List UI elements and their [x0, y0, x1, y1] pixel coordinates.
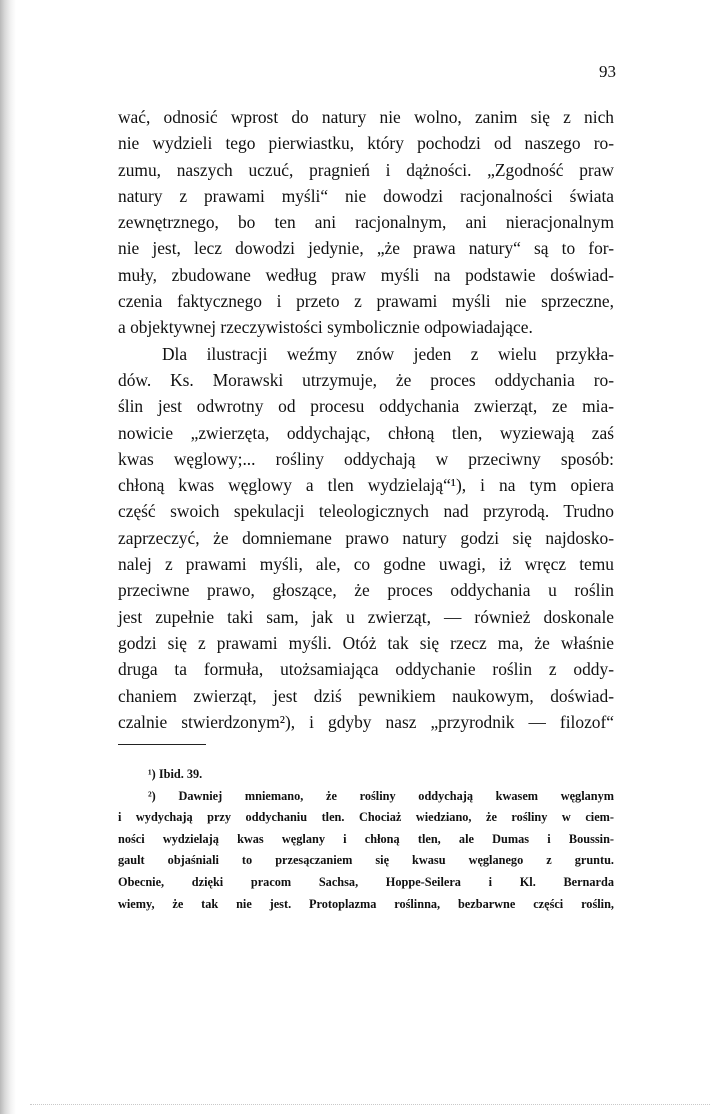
- text-line: druga ta formuła, utożsamiająca oddychanie roślin z oddy-: [118, 659, 614, 680]
- text-line: ślin jest odwrotny od procesu oddychania zwierząt, ze mia-: [118, 396, 614, 417]
- footnote-line: i wydychają przy oddychaniu tlen. Chociaż wiedziano, że rośliny w ciem-: [118, 810, 614, 825]
- footnote-line: wiemy, że tak nie jest. Protoplazma roślinna, bezbarwne części roślin,: [118, 896, 614, 911]
- text-line: Dla ilustracji weźmy znów jeden z wielu przykła-: [162, 343, 614, 364]
- text-line: wać, odnosić wprost do natury nie wolno, zanim się z nich: [118, 107, 614, 127]
- footnotes: [118, 764, 614, 915]
- text-line: nie jest, lecz dowodzi jedynie, „że prawa natury“ są to for-: [118, 238, 614, 259]
- footnote-line: ności wydzielają kwas węglany i chłoną tlen, ale Dumas i Boussin-: [118, 831, 614, 846]
- text-line: muły, zbudowane według praw myśli na podstawie doświad-: [118, 264, 614, 285]
- text-line: część swoich spekulacji teleologicznych nad przyrodą. Trudno: [118, 501, 614, 522]
- text-line: zaprzeczyć, że domniemane prawo natury godzi się najdosko-: [118, 527, 614, 548]
- text-line: jest zupełnie taki sam, jak u zwierząt, — również doskonale: [118, 606, 614, 627]
- text-line: czenia faktycznego i przeto z prawami myśli nie sprzeczne,: [118, 291, 614, 312]
- scan-bottom-edge: [30, 1104, 710, 1109]
- text-line: chaniem zwierząt, jest dziś pewnikiem naukowym, doświad-: [118, 685, 614, 706]
- scan-shadow-edge: [0, 0, 16, 1114]
- text-line: zewnętrznego, bo ten ani racjonalnym, ani nieracjonalnym: [118, 212, 614, 233]
- text-line: natury z prawami myśli“ nie dowodzi racjonalności świata: [118, 185, 614, 206]
- page-number: 93: [599, 62, 616, 81]
- footnote-line: ¹) Ibid. 39.: [148, 767, 203, 781]
- footnote-line: Obecnie, dzięki pracom Sachsa, Hoppe-Seilera i Kl. Bernarda: [118, 874, 614, 889]
- text-line: czalnie stwierdzonym²), i gdyby nasz „przyrodnik — filozof“: [118, 711, 614, 732]
- text-line: zumu, naszych uczuć, pragnień i dążności. „Zgodność praw: [118, 159, 614, 180]
- text-line: godzi się z prawami myśli. Otóż tak się rzecz ma, że właśnie: [118, 632, 614, 653]
- main-text: [118, 104, 614, 735]
- text-line: a objektywnej rzeczywistości symbolicznie odpowiadające.: [118, 317, 533, 338]
- text-line: nie wydzieli tego pierwiastku, który pochodzi od naszego ro-: [118, 133, 614, 154]
- text-line: dów. Ks. Morawski utrzymuje, że proces oddychania ro-: [118, 369, 614, 390]
- text-line: kwas węglowy;... rośliny oddychają w przeciwny sposób:: [118, 448, 614, 469]
- text-line: przeciwne prawo, głoszące, że proces oddychania u roślin: [118, 580, 614, 601]
- text-line: chłoną kwas węglowy a tlen wydzielają“¹), i na tym opiera: [118, 475, 614, 496]
- text-line: nalej z prawami myśli, ale, co godne uwagi, iż wręcz temu: [118, 554, 614, 575]
- footnote-line: gault objaśniali to przesączaniem się kwasu węglanego z gruntu.: [118, 853, 614, 868]
- footnote-separator: [118, 744, 206, 745]
- footnote-line: ²) Dawniej mniemano, że rośliny oddychają kwasem węglanym: [148, 788, 614, 803]
- text-line: nowicie „zwierzęta, oddychając, chłoną tlen, wyziewają zaś: [118, 422, 614, 443]
